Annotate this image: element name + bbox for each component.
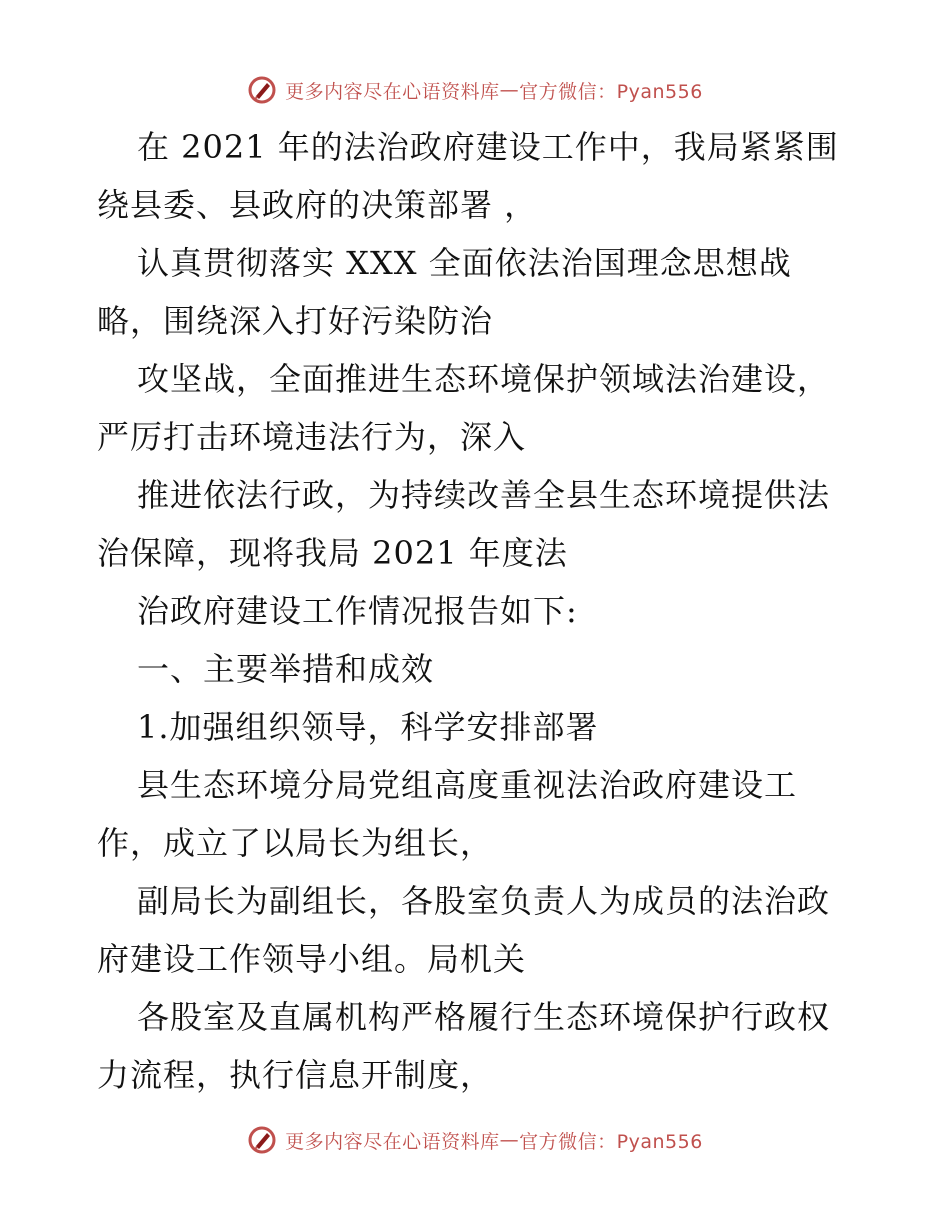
watermark-separator: — (499, 79, 520, 101)
watermark-main-text: 更多内容尽在心语资料库 (285, 1130, 500, 1153)
pen-logo-icon (247, 75, 277, 105)
pen-logo-icon (247, 1125, 277, 1155)
footer-watermark (0, 1120, 950, 1160)
paragraph: 在 2021 年的法治政府建设工作中，我局紧紧围绕县委、县政府的决策部署 ， (97, 128, 839, 224)
watermark-contact-text: 官方微信：Pyan556 (519, 1130, 703, 1153)
watermark-main-text: 更多内容尽在心语资料库 (285, 80, 500, 103)
subsection-heading: 1.加强组织领导，科学安排部署 (137, 708, 599, 746)
paragraph: 副局长为副组长，各股室负责人为成员的法治政府建设工作领导小组。局机关 (97, 882, 831, 978)
paragraph: 攻坚战，全面推进生态环境保护领域法治建设，严厉打击环境违法行为，深入 (97, 360, 831, 456)
document-body (97, 118, 857, 1104)
section-heading: 一、主要举措和成效 (137, 650, 435, 688)
header-watermark (0, 70, 950, 110)
watermark-separator: — (499, 1129, 520, 1151)
paragraph: 各股室及直属机构严格履行生态环境保护行政权力流程，执行信息开制度， (97, 998, 831, 1094)
paragraph: 认真贯彻落实 XXX 全面依法治国理念思想战略，围绕深入打好污染防治 (97, 244, 792, 340)
paragraph: 县生态环境分局党组高度重视法治政府建设工作，成立了以局长为组长， (97, 766, 798, 862)
paragraph: 治政府建设工作情况报告如下: (137, 592, 578, 630)
paragraph: 推进依法行政，为持续改善全县生态环境提供法治保障，现将我局 2021 年度法 (97, 476, 831, 572)
watermark-contact-text: 官方微信：Pyan556 (519, 80, 703, 103)
